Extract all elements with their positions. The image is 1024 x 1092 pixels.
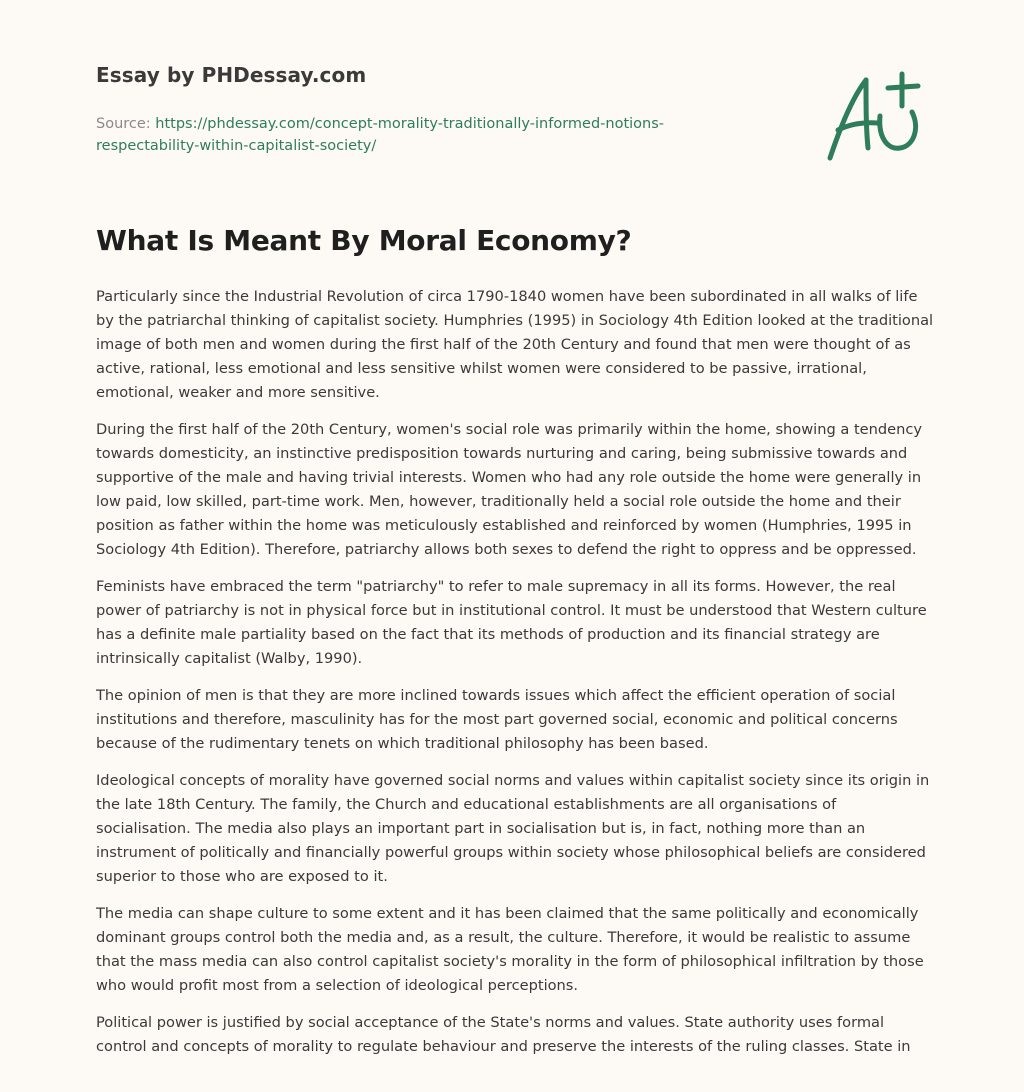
source-link-line-1: https://phdessay.com/concept-morality-traditionally-informed-notions-: [155, 116, 665, 132]
header: [96, 63, 796, 157]
a-plus-logo-svg: [822, 68, 932, 168]
source-link-line-2: respectability-within-capitalist-society/: [96, 138, 377, 154]
source-link[interactable]: [96, 116, 664, 154]
site-title: Essay by PHDessay.com: [96, 63, 367, 87]
essay-title: What Is Meant By Moral Economy?: [96, 224, 632, 257]
paragraph: Particularly since the Industrial Revolution of circa 1790-1840 women have been subordinated in all walks of life by the patriarchal thinking of capitalist society. Humphries (1995) in Sociology 4th Edition looked at the traditional image of both men and women during the first half of the 20th Century and found that men were thought of as active, rational, less emotional and less sensitive whilst women were considered to be passive, irrational, emotional, weaker and more sensitive.: [96, 288, 934, 401]
paragraph: During the first half of the 20th Century, women's social role was primarily within the home, showing a tendency towards domesticity, an instinctive predisposition towards nurturing and caring, being submissive towards and supportive of the male and having trivial interests. Women who had any role outside the home were generally in low paid, low skilled, part-time work. Men, however, traditionally held a social role outside the home and their position as father within the home was meticulously established and reinforced by women (Humphries, 1995 in Sociology 4th Edition). Therefore, patriarchy allows both sexes to defend the right to oppress and be oppressed.: [96, 421, 923, 558]
source-line: [96, 113, 796, 157]
source-label: Source:: [96, 116, 151, 132]
paragraph: Ideological concepts of morality have governed social norms and values within capitalist society since its origin in the late 18th Century. The family, the Church and educational establishments are all organisations of socialisation. The media also plays an important part in socialisation but is, in fact, nothing more than an instrument of politically and financially powerful groups within society whose philosophical beliefs are considered superior to those who are exposed to it.: [96, 772, 930, 885]
essay-body: [96, 285, 934, 1072]
paragraph: Feminists have embraced the term "patriarchy" to refer to male supremacy in all its forms. However, the real power of patriarchy is not in physical force but in institutional control. It must be understood that Western culture has a definite male partiality based on the fact that its methods of production and its financial strategy are intrinsically capitalist (Walby, 1990).: [96, 578, 927, 667]
a-plus-logo-icon: [822, 68, 932, 168]
paragraph: Political power is justified by social acceptance of the State's norms and values. State authority uses formal control and concepts of morality to regulate behaviour and preserve the interests of the ruling classes. State in: [96, 1014, 911, 1055]
paragraph: The media can shape culture to some extent and it has been claimed that the same politically and economically dominant groups control both the media and, as a result, the culture. Therefore, it would be realistic to assume that the mass media can also control capitalist society's morality in the form of philosophical infiltration by those who would profit most from a selection of ideological perceptions.: [96, 905, 924, 994]
paragraph: The opinion of men is that they are more inclined towards issues which affect the efficient operation of social institutions and therefore, masculinity has for the most part governed social, economic and political concerns because of the rudimentary tenets on which traditional philosophy has been based.: [96, 687, 898, 752]
